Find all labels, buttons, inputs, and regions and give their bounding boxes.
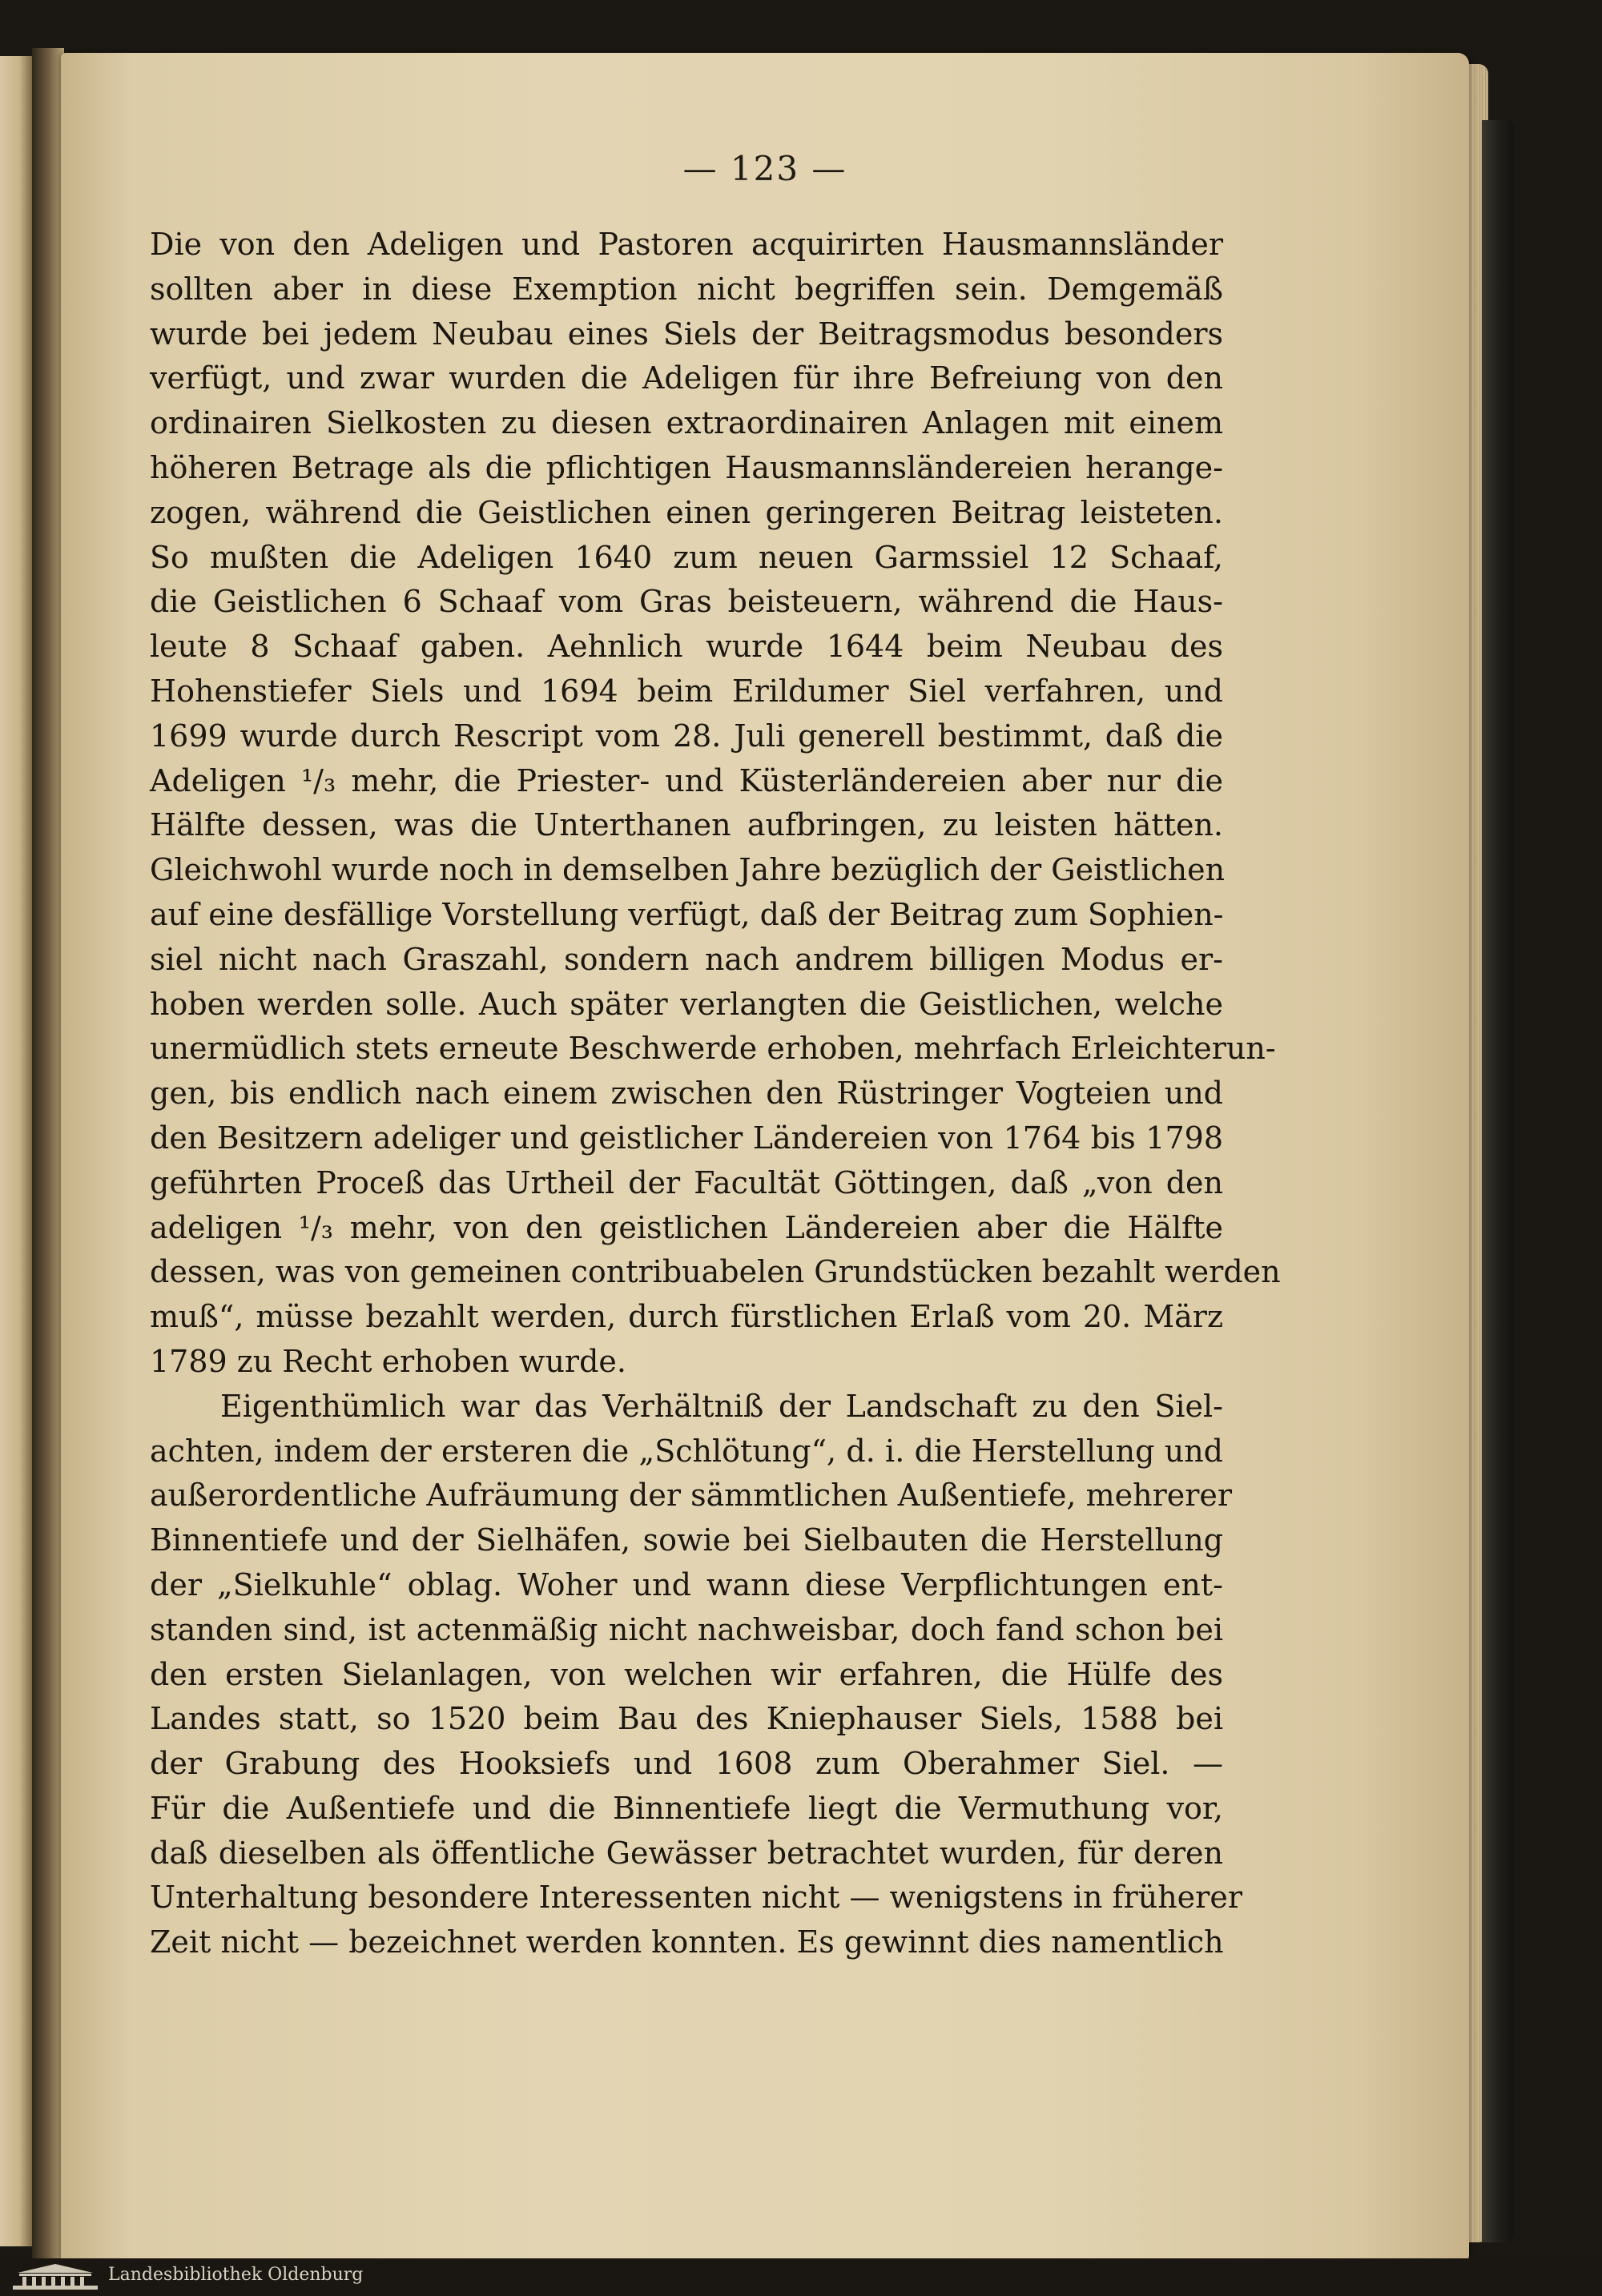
text-line: Unterhaltung besondere Interessenten nicht — wenigstens in früherer — [150, 1880, 1242, 1916]
text-line: 1699 wurde durch Rescript vom 28. Juli generell bestimmt, daß die — [150, 718, 1223, 754]
text-line: der „Sielkuhle“ oblag. Woher und wann diese Verpflichtungen ent- — [150, 1566, 1223, 1602]
text-line: sollten aber in diese Exemption nicht begriffen sein. Demgemäß — [150, 271, 1223, 307]
previous-page-edge — [0, 56, 32, 2246]
text-line: verfügt, und zwar wurden die Adeligen für ihre Befreiung von den — [150, 360, 1223, 396]
book-gutter — [32, 48, 64, 2258]
text-line: Binnentiefe und der Sielhäfen, sowie bei Sielbauten die Herstellung — [150, 1522, 1223, 1558]
text-line: 1789 zu Recht erhoben wurde. — [150, 1343, 626, 1379]
text-line: die Geistlichen 6 Schaaf vom Gras beisteuern, während die Haus- — [150, 584, 1223, 620]
text-line: daß dieselben als öffentliche Gewässer betrachtet wurden, für deren — [150, 1835, 1223, 1871]
text-line: standen sind, ist actenmäßig nicht nachweisbar, doch fand schon bei — [150, 1611, 1223, 1647]
text-line: wurde bei jedem Neubau eines Siels der Beitragsmodus besonders — [150, 316, 1223, 352]
text-line: muß“, müsse bezahlt werden, durch fürstlichen Erlaß vom 20. März — [150, 1299, 1223, 1335]
text-line: Hälfte dessen, was die Unterthanen aufbringen, zu leisten hätten. — [150, 807, 1223, 843]
footer-library-label: Landesbibliothek Oldenburg — [108, 2265, 364, 2285]
text-line: gen, bis endlich nach einem zwischen den Rüstringer Vogteien und — [150, 1076, 1223, 1112]
text-line: Zeit nicht — bezeichnet werden konnten. Es gewinnt dies namentlich — [150, 1924, 1224, 1960]
text-line: Hohenstiefer Siels und 1694 beim Erildumer Siel verfahren, und — [150, 673, 1223, 709]
text-line: ordinairen Sielkosten zu diesen extraordinairen Anlagen mit einem — [150, 405, 1223, 441]
book-cover-edge — [1482, 120, 1514, 2242]
library-building-icon — [11, 2262, 99, 2292]
text-line: den ersten Sielanlagen, von welchen wir erfahren, die Hülfe des — [150, 1656, 1223, 1692]
text-line: Die von den Adeligen und Pastoren acquirirten Hausmannsländer — [150, 227, 1223, 262]
body-text — [150, 223, 1281, 1965]
text-line: Adeligen ¹/₃ mehr, die Priester- und Küsterländereien aber nur die — [150, 762, 1223, 798]
paragraph-2 — [150, 1385, 1242, 1965]
text-line: dessen, was von gemeinen contribuabelen Grundstücken bezahlt werden — [150, 1254, 1281, 1290]
text-line: Landes statt, so 1520 beim Bau des Kniephauser Siels, 1588 bei — [150, 1701, 1223, 1737]
page-number: — 123 — — [682, 149, 847, 188]
text-line: achten, indem der ersteren die „Schlötung“, d. i. die Herstellung und — [150, 1433, 1223, 1469]
text-line: siel nicht nach Graszahl, sondern nach andrem billigen Modus er- — [150, 941, 1223, 977]
text-line: zogen, während die Geistlichen einen geringeren Beitrag leisteten. — [150, 494, 1223, 530]
text-line: geführten Proceß das Urtheil der Facultät Göttingen, daß „von den — [150, 1164, 1223, 1200]
text-line: außerordentliche Aufräumung der sämmtlichen Außentiefe, mehrerer — [150, 1478, 1233, 1514]
book-page — [61, 53, 1469, 2263]
text-line: auf eine desfällige Vorstellung verfügt, daß der Beitrag zum Sophien- — [150, 896, 1224, 932]
text-line: adeligen ¹/₃ mehr, von den geistlichen Ländereien aber die Hälfte — [150, 1209, 1223, 1245]
text-line: So mußten die Adeligen 1640 zum neuen Garmssiel 12 Schaaf, — [150, 539, 1223, 575]
text-line: Gleichwohl wurde noch in demselben Jahre bezüglich der Geistlichen — [150, 852, 1226, 888]
text-line: höheren Betrage als die pflichtigen Hausmannsländereien herange- — [150, 449, 1223, 485]
text-line: den Besitzern adeliger und geistlicher Ländereien von 1764 bis 1798 — [150, 1120, 1223, 1156]
text-line: Eigenthümlich war das Verhältniß der Landschaft zu den Siel- — [220, 1388, 1223, 1424]
text-line: Für die Außentiefe und die Binnentiefe liegt die Vermuthung vor, — [150, 1790, 1223, 1826]
text-line: hoben werden solle. Auch später verlangten die Geistlichen, welche — [150, 986, 1223, 1022]
paragraph-1 — [150, 223, 1281, 1385]
text-line: der Grabung des Hooksiefs und 1608 zum Oberahmer Siel. — — [150, 1746, 1223, 1782]
text-line: unermüdlich stets erneute Beschwerde erhoben, mehrfach Erleichterun- — [150, 1031, 1276, 1067]
text-line: leute 8 Schaaf gaben. Aehnlich wurde 1644 beim Neubau des — [150, 629, 1223, 665]
